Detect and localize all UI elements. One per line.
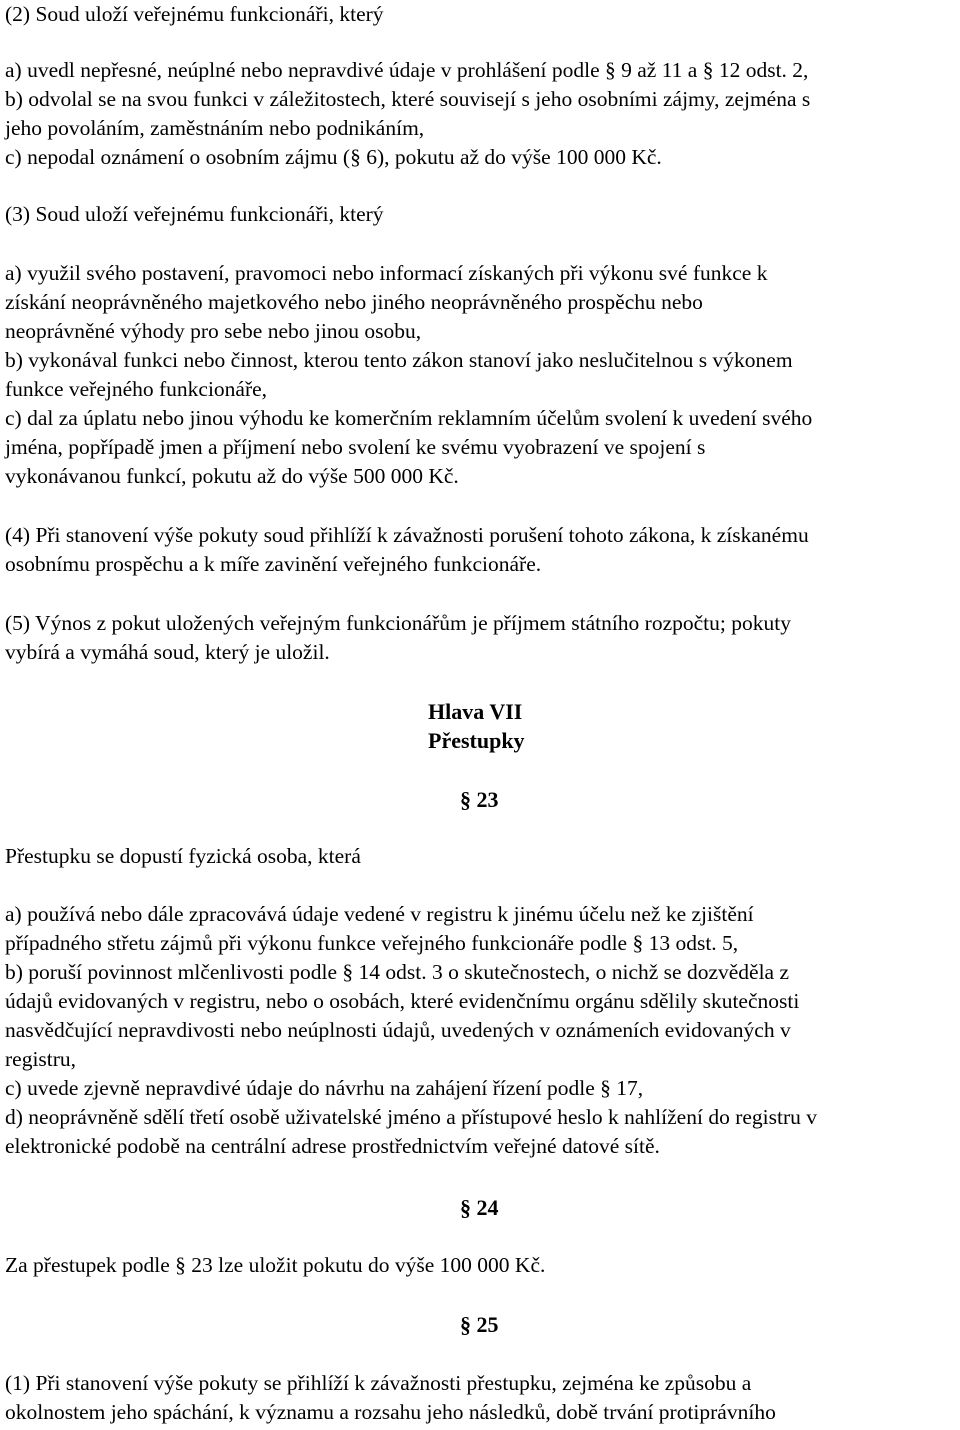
section-5-line-2: vybírá a vymáhá soud, který je uložil. — [5, 640, 330, 664]
paragraph-25-line-1: (1) Při stanovení výše pokuty se přihlíží k závažnosti přestupku, zejména ke způsobu a — [5, 1371, 752, 1395]
paragraph-23-item-b-cont3: registru, — [5, 1047, 77, 1071]
section-3-item-c-cont1: jména, popřípadě jmen a příjmení nebo svolení ke svému vyobrazení ve spojení s — [5, 435, 706, 459]
section-2-item-b-cont: jeho povoláním, zaměstnáním nebo podnikáním, — [5, 116, 425, 140]
section-3-item-b: b) vykonával funkci nebo činnost, kterou tento zákon stanoví jako neslučitelnou s výkonem — [5, 348, 793, 372]
paragraph-25-number: § 25 — [460, 1312, 499, 1337]
section-3-item-c-cont2: vykonávanou funkcí, pokutu až do výše 500 000 Kč. — [5, 464, 459, 488]
paragraph-23-item-c: c) uvede zjevně nepravdivé údaje do návrhu na zahájení řízení podle § 17, — [5, 1076, 644, 1100]
paragraph-23-item-d-cont: elektronické podobě na centrální adrese prostřednictvím veřejné datové sítě. — [5, 1134, 660, 1158]
paragraph-23-item-b-cont1: údajů evidovaných v registru, nebo o osobách, které evidenčnímu orgánu sdělily skutečnosti — [5, 989, 800, 1013]
paragraph-23-item-b: b) poruší povinnost mlčenlivosti podle § 14 odst. 3 o skutečnostech, o nichž se dozvěděla z — [5, 960, 790, 984]
paragraph-24-number: § 24 — [460, 1195, 499, 1220]
section-5-line-1: (5) Výnos z pokut uložených veřejným funkcionářům je příjmem státního rozpočtu; pokuty — [5, 611, 791, 635]
paragraph-23-item-d: d) neoprávněně sdělí třetí osobě uživatelské jméno a přístupové heslo k nahlížení do registru v — [5, 1105, 817, 1129]
section-2-item-b: b) odvolal se na svou funkci v záležitostech, které souvisejí s jeho osobními zájmy, zejména s — [5, 87, 811, 111]
section-3-item-a-cont2: neoprávněné výhody pro sebe nebo jinou osobu, — [5, 319, 422, 343]
chapter-title: Hlava VII — [428, 699, 523, 724]
paragraph-23-item-a-cont: případného střetu zájmů při výkonu funkce veřejného funkcionáře podle § 13 odst. 5, — [5, 931, 739, 955]
section-2-item-a: a) uvedl nepřesné, neúplné nebo nepravdivé údaje v prohlášení podle § 9 až 11 a § 12 odst. 2, — [5, 58, 809, 82]
section-3-item-a-cont1: získání neoprávněného majetkového nebo jiného neoprávněného prospěchu nebo — [5, 290, 703, 314]
paragraph-23-intro: Přestupku se dopustí fyzická osoba, která — [5, 844, 361, 868]
paragraph-25-line-2: okolnostem jeho spáchání, k významu a rozsahu jeho následků, době trvání protiprávního — [5, 1400, 776, 1424]
paragraph-24-text: Za přestupek podle § 23 lze uložit pokutu do výše 100 000 Kč. — [5, 1253, 546, 1277]
section-2-intro: (2) Soud uloží veřejnému funkcionáři, který — [5, 2, 384, 26]
chapter-subtitle: Přestupky — [428, 728, 525, 753]
section-2-item-c: c) nepodal oznámení o osobním zájmu (§ 6), pokutu až do výše 100 000 Kč. — [5, 145, 662, 169]
paragraph-23-number: § 23 — [460, 787, 499, 812]
section-4-line-1: (4) Při stanovení výše pokuty soud přihlíží k závažnosti porušení tohoto zákona, k získanému — [5, 523, 809, 547]
section-3-item-b-cont: funkce veřejného funkcionáře, — [5, 377, 268, 401]
section-3-item-c: c) dal za úplatu nebo jinou výhodu ke komerčním reklamním účelům svolení k uvedení svého — [5, 406, 813, 430]
section-3-item-a: a) využil svého postavení, pravomoci nebo informací získaných při výkonu své funkce k — [5, 261, 768, 285]
paragraph-23-item-a: a) používá nebo dále zpracovává údaje vedené v registru k jinému účelu než ke zjištění — [5, 902, 754, 926]
paragraph-23-item-b-cont2: nasvědčující nepravdivosti nebo neúplnosti údajů, uvedených v oznámeních evidovaných v — [5, 1018, 791, 1042]
section-3-intro: (3) Soud uloží veřejnému funkcionáři, který — [5, 202, 384, 226]
section-4-line-2: osobnímu prospěchu a k míře zavinění veřejného funkcionáře. — [5, 552, 542, 576]
